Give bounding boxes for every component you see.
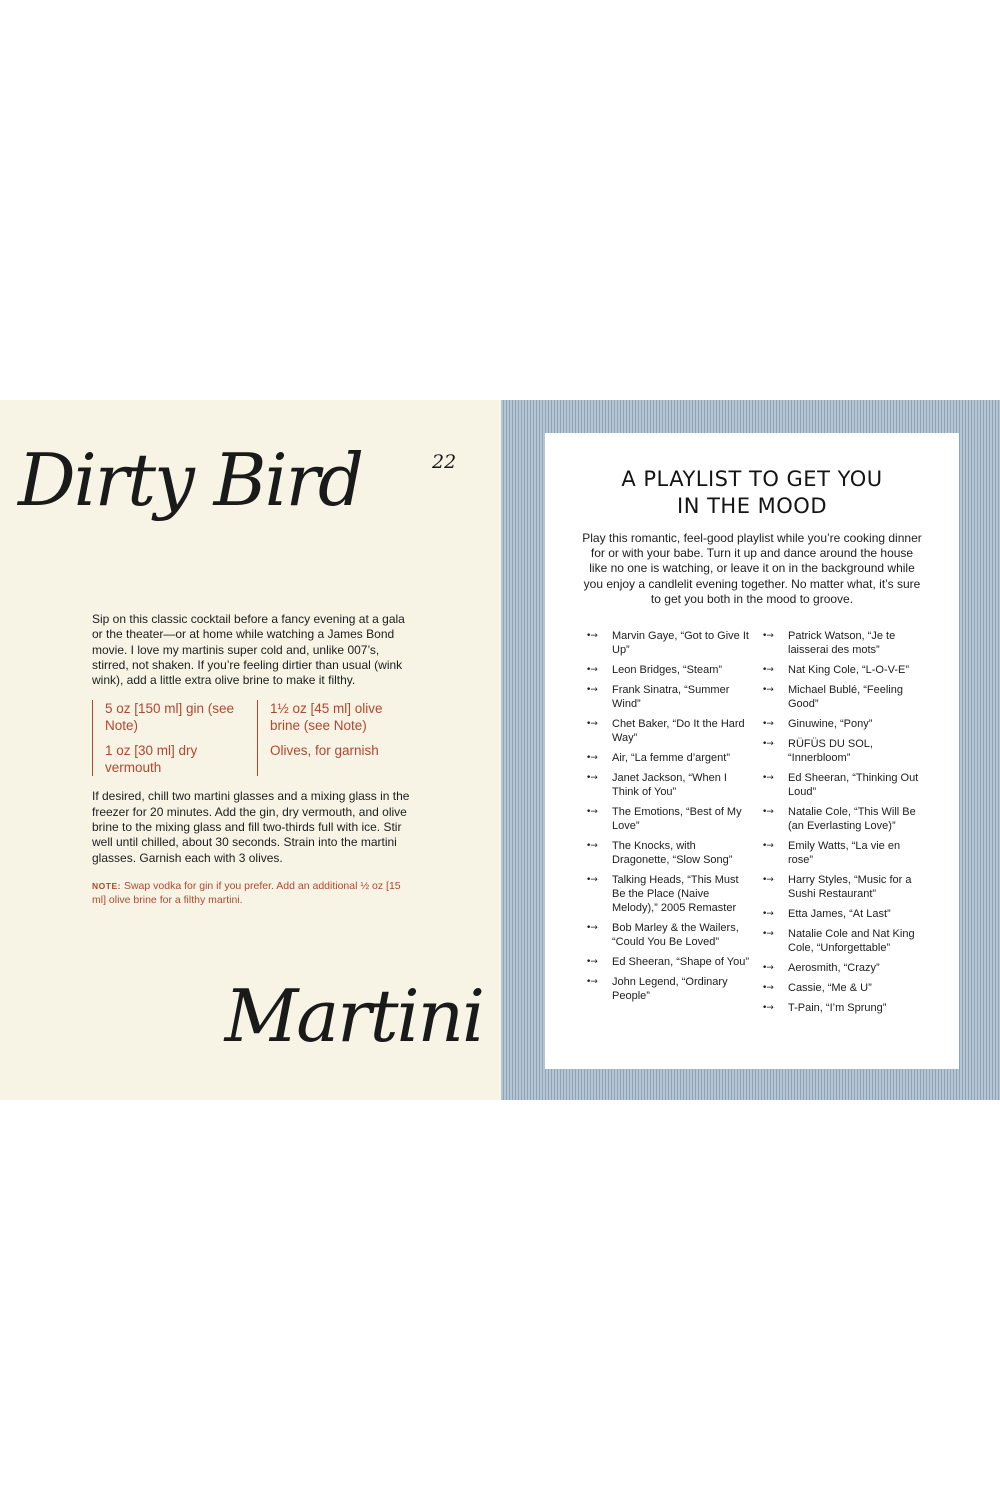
playlist-item-text: Frank Sinatra, “Summer Wind” (612, 684, 730, 711)
recipe-method: If desired, chill two martini glasses and a mixing glass in the freezer for 20 minutes. Add the gin, dry vermouth, and olive brine to the mixing glass and fill two-thirds full with ice. Stir well until chilled, about 30 seconds. Strain into the martini glasses. Garnish each with 3 olives. (92, 789, 410, 865)
arrow-bullet-icon: •→ (762, 929, 773, 940)
playlist-column-2 (762, 629, 927, 1021)
playlist-item (586, 771, 751, 799)
playlist-item (586, 717, 751, 745)
playlist-item-text: Leon Bridges, “Steam” (612, 664, 723, 677)
playlist-item (762, 981, 927, 995)
arrow-bullet-icon: •→ (586, 685, 597, 696)
arrow-bullet-icon: •→ (586, 773, 597, 784)
playlist-item-text: Ginuwine, “Pony” (788, 718, 873, 731)
recipe-body (92, 612, 410, 907)
playlist-item-text: The Emotions, “Best of My Love” (612, 806, 742, 833)
left-page (0, 400, 501, 1100)
arrow-bullet-icon: •→ (762, 685, 773, 696)
arrow-bullet-icon: •→ (762, 1003, 773, 1014)
playlist-item (762, 629, 927, 657)
playlist-item-text: Janet Jackson, “When I Think of You” (612, 772, 727, 799)
playlist-title-line-1: A PLAYLIST TO GET YOU (621, 467, 883, 491)
arrow-bullet-icon: •→ (762, 875, 773, 886)
playlist-item-text: Etta James, “At Last” (788, 908, 891, 921)
playlist-item (762, 805, 927, 833)
book-spread (0, 400, 1000, 1100)
recipe-title-bottom: Martini (224, 974, 483, 1058)
arrow-bullet-icon: •→ (762, 963, 773, 974)
recipe-intro: Sip on this classic cocktail before a fancy evening at a gala or the theater—or at home while watching a James Bond movie. I love my martinis super cold and, unlike 007’s, stirred, not shaken. If you’re feeling dirtier than usual (wink wink), add a little extra olive brine to make it filthy. (92, 612, 405, 688)
arrow-bullet-icon: •→ (762, 719, 773, 730)
playlist-item (586, 805, 751, 833)
playlist-item (762, 717, 927, 731)
ingredients-column-1 (92, 700, 251, 776)
playlist (586, 629, 927, 1021)
playlist-item (762, 907, 927, 921)
page-number: 22 (432, 451, 457, 473)
playlist-item-text: Cassie, “Me & U” (788, 982, 872, 995)
playlist-item (762, 683, 927, 711)
playlist-item-text: Marvin Gaye, “Got to Give It Up” (612, 630, 749, 657)
arrow-bullet-icon: •→ (586, 665, 597, 676)
playlist-intro: Play this romantic, feel-good playlist while you’re cooking dinner for or with your babe. Turn it up and dance around the house like no one is watching, or leave it on in the background while you enjoy a candlelit evening together. No matter what, it’s sure to get you both in the mood to groove. (582, 531, 922, 606)
ingredient-olive-brine: 1½ oz [45 ml] olive brine (see Note) (270, 701, 383, 734)
arrow-bullet-icon: •→ (762, 807, 773, 818)
arrow-bullet-icon: •→ (586, 807, 597, 818)
arrow-bullet-icon: •→ (762, 739, 773, 750)
arrow-bullet-icon: •→ (586, 875, 597, 886)
ingredient-vermouth: 1 oz [30 ml] dry vermouth (105, 743, 198, 776)
playlist-column-1 (586, 629, 751, 1021)
playlist-item-text: T-Pain, “I’m Sprung” (788, 1002, 887, 1015)
playlist-item (586, 873, 751, 915)
ingredients-list (92, 700, 410, 776)
arrow-bullet-icon: •→ (586, 631, 597, 642)
playlist-item (586, 683, 751, 711)
recipe-title-top: Dirty Bird (18, 438, 363, 522)
playlist-title-line-2: IN THE MOOD (677, 494, 827, 518)
playlist-item-text: Ed Sheeran, “Shape of You” (612, 956, 749, 969)
arrow-bullet-icon: •→ (762, 841, 773, 852)
playlist-item (586, 955, 751, 969)
playlist-item-text: Ed Sheeran, “Thinking Out Loud” (788, 772, 919, 799)
playlist-item (586, 629, 751, 657)
ingredient-gin: 5 oz [150 ml] gin (see Note) (105, 701, 235, 734)
right-page (501, 400, 1000, 1100)
playlist-item-text: Harry Styles, “Music for a Sushi Restaurant” (788, 874, 912, 901)
playlist-item-text: Natalie Cole, “This Will Be (an Everlasting Love)” (788, 806, 916, 833)
playlist-item-text: Patrick Watson, “Je te laisserai des mots” (788, 630, 896, 657)
playlist-item-text: Natalie Cole and Nat King Cole, “Unforgettable” (788, 928, 915, 955)
playlist-item (762, 737, 927, 765)
playlist-item-text: Talking Heads, “This Must Be the Place (Naive Melody),” 2005 Remaster (612, 874, 739, 915)
arrow-bullet-icon: •→ (762, 773, 773, 784)
arrow-bullet-icon: •→ (586, 753, 597, 764)
arrow-bullet-icon: •→ (586, 957, 597, 968)
playlist-item (762, 771, 927, 799)
playlist-item-text: Air, “La femme d’argent” (612, 752, 730, 765)
playlist-item (586, 975, 751, 1003)
arrow-bullet-icon: •→ (762, 665, 773, 676)
playlist-item-text: Bob Marley & the Wailers, “Could You Be Loved” (612, 922, 739, 949)
arrow-bullet-icon: •→ (586, 977, 597, 988)
playlist-item (586, 751, 751, 765)
arrow-bullet-icon: •→ (762, 983, 773, 994)
playlist-item-text: Michael Bublé, “Feeling Good” (788, 684, 903, 711)
playlist-item (762, 873, 927, 901)
playlist-item-text: Emily Watts, “La vie en rose” (788, 840, 901, 867)
arrow-bullet-icon: •→ (586, 841, 597, 852)
playlist-item (762, 1001, 927, 1015)
playlist-item (762, 927, 927, 955)
playlist-title (577, 466, 927, 520)
playlist-item (762, 839, 927, 867)
arrow-bullet-icon: •→ (586, 923, 597, 934)
ingredient-olives: Olives, for garnish (270, 743, 379, 759)
arrow-bullet-icon: •→ (586, 719, 597, 730)
playlist-item (762, 961, 927, 975)
note-text: Swap vodka for gin if you prefer. Add an additional ½ oz [15 ml] olive brine for a filthy martini. (92, 879, 401, 906)
playlist-item-text: Chet Baker, “Do It the Hard Way” (612, 718, 745, 745)
playlist-item (586, 921, 751, 949)
playlist-item (586, 663, 751, 677)
playlist-item (586, 839, 751, 867)
playlist-item-text: Nat King Cole, “L-O-V-E” (788, 664, 910, 677)
playlist-card (545, 433, 959, 1069)
playlist-item-text: Aerosmith, “Crazy” (788, 962, 880, 975)
ingredients-column-2 (257, 700, 410, 776)
recipe-note (92, 879, 410, 907)
playlist-item (762, 663, 927, 677)
note-label: NOTE: (92, 880, 121, 891)
playlist-item-text: John Legend, “Ordinary People” (612, 976, 728, 1003)
arrow-bullet-icon: •→ (762, 909, 773, 920)
arrow-bullet-icon: •→ (762, 631, 773, 642)
playlist-item-text: RÜFÜS DU SOL, “Innerbloom” (788, 738, 873, 765)
playlist-item-text: The Knocks, with Dragonette, “Slow Song” (612, 840, 733, 867)
